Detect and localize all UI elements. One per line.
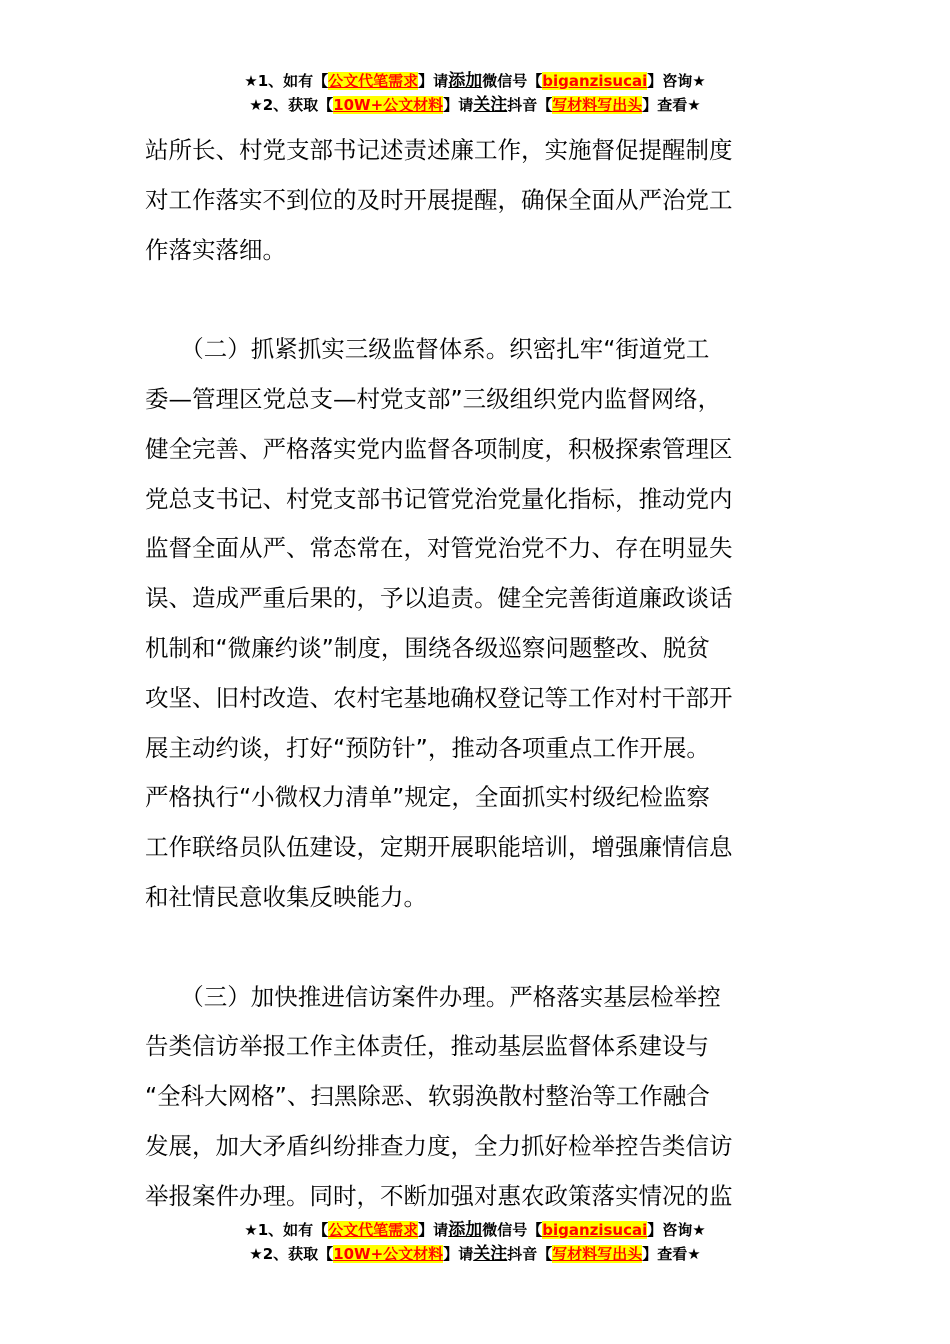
paragraph xyxy=(145,325,825,923)
banner-text: ★1、如有【 xyxy=(244,72,329,90)
underlined-text: 关注 xyxy=(473,1244,508,1264)
text-line: 误、造成严重后果的，予以追责。健全完善街道廉政谈话 xyxy=(145,584,733,613)
banner-text: ★2、获取【 xyxy=(249,1245,334,1263)
paragraph xyxy=(145,973,825,1222)
banner-text: ★2、获取【 xyxy=(249,96,334,114)
highlight-text: 公文代笔需求 xyxy=(328,1221,419,1239)
banner-text: 】咨询★ xyxy=(647,72,706,90)
banner-text: 微信号【 xyxy=(482,72,543,90)
text-line: 健全完善、严格落实党内监督各项制度，积极探索管理区 xyxy=(145,434,733,463)
underlined-text: 添加 xyxy=(448,1220,483,1240)
banner-text: 抖音【 xyxy=(507,1245,553,1263)
text-line: 委—管理区党总支—村党支部”三级组织党内监督网络， xyxy=(145,384,722,413)
highlight-text: biganzisucai xyxy=(542,72,648,90)
header-banner xyxy=(0,69,950,117)
text-line: 党总支书记、村党支部书记管党治党量化指标，推动党内 xyxy=(145,484,733,513)
paragraph-gap xyxy=(145,923,825,973)
text-line: 对工作落实不到位的及时开展提醒，确保全面从严治党工 xyxy=(145,185,733,214)
banner-line-1 xyxy=(0,69,950,93)
banner-text: 】查看★ xyxy=(642,96,701,114)
banner-line-2 xyxy=(0,93,950,117)
banner-text: 】请 xyxy=(418,72,449,90)
banner-text: 抖音【 xyxy=(507,96,553,114)
text-line: 监督全面从严、常态常在，对管党治党不力、存在明显失 xyxy=(145,534,733,563)
banner-line-2 xyxy=(0,1242,950,1266)
text-line: 告类信访举报工作主体责任，推动基层监督体系建设与 xyxy=(145,1032,709,1061)
highlight-text: 公文代笔需求 xyxy=(328,72,419,90)
paragraph-gap xyxy=(145,275,825,325)
text-line: （三）加快推进信访案件办理。严格落实基层检举控 xyxy=(145,982,721,1011)
text-line: 发展，加大矛盾纠纷排查力度，全力抓好检举控告类信访 xyxy=(145,1131,733,1160)
highlight-text: 写材料写出头 xyxy=(552,1245,643,1263)
highlight-text: 写材料写出头 xyxy=(552,96,643,114)
text-line: 和社情民意收集反映能力。 xyxy=(145,882,427,911)
underlined-text: 添加 xyxy=(448,71,483,91)
text-line: 攻坚、旧村改造、农村宅基地确权登记等工作对村干部开 xyxy=(145,683,733,712)
text-line: 机制和“微廉约谈”制度，围绕各级巡察问题整改、脱贫 xyxy=(145,633,710,662)
banner-line-1 xyxy=(0,1218,950,1242)
text-line: 工作联络员队伍建设，定期开展职能培训，增强廉情信息 xyxy=(145,833,733,862)
text-line: 站所长、村党支部书记述责述廉工作，实施督促提醒制度 xyxy=(145,136,733,164)
document-body xyxy=(145,126,825,1222)
footer-banner xyxy=(0,1218,950,1266)
banner-text: 】请 xyxy=(443,96,474,114)
banner-text: 】请 xyxy=(443,1245,474,1263)
highlight-text: 10W+公文材料 xyxy=(333,96,444,114)
banner-text: 】请 xyxy=(418,1221,449,1239)
underlined-text: 关注 xyxy=(473,95,508,115)
banner-text: ★1、如有【 xyxy=(244,1221,329,1239)
banner-text: 微信号【 xyxy=(482,1221,543,1239)
highlight-text: 10W+公文材料 xyxy=(333,1245,444,1263)
banner-text: 】咨询★ xyxy=(647,1221,706,1239)
text-line: 严格执行“小微权力清单”规定，全面抓实村级纪检监察 xyxy=(145,783,710,812)
text-line: （二）抓紧抓实三级监督体系。织密扎牢“街道党工 xyxy=(145,335,710,364)
text-line: 作落实落细。 xyxy=(145,235,286,264)
banner-text: 】查看★ xyxy=(642,1245,701,1263)
text-line: “全科大网格”、扫黑除恶、软弱涣散村整治等工作融合 xyxy=(145,1082,710,1111)
text-line: 举报案件办理。同时，不断加强对惠农政策落实情况的监 xyxy=(145,1181,733,1210)
highlight-text: biganzisucai xyxy=(542,1221,648,1239)
paragraph xyxy=(145,126,825,275)
text-line: 展主动约谈，打好“预防针”，推动各项重点工作开展。 xyxy=(145,733,710,762)
